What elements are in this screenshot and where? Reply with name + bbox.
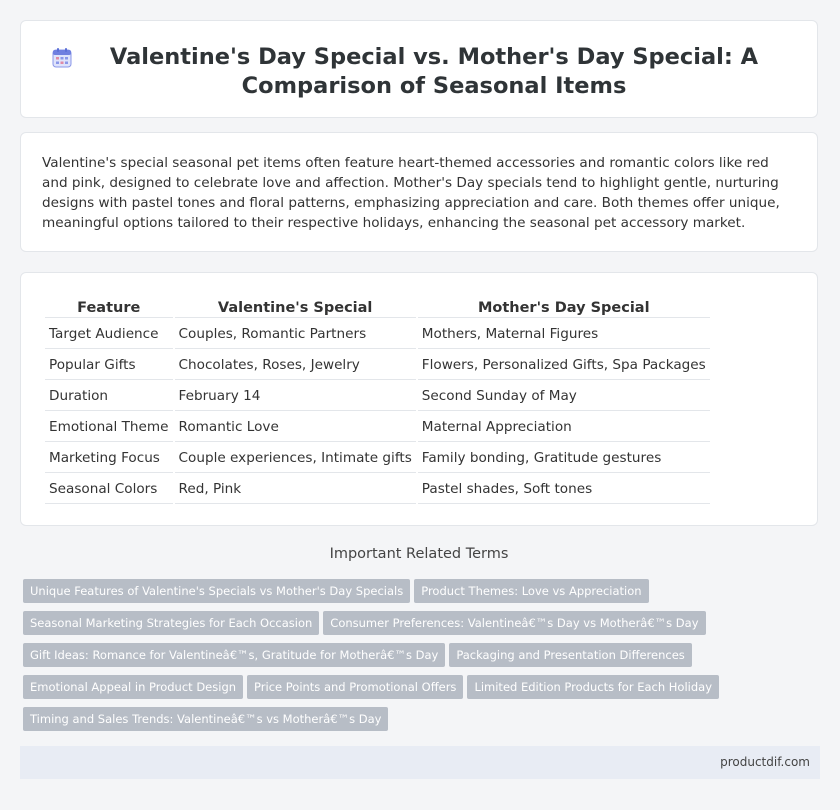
- table-cell: Duration: [45, 382, 173, 411]
- table-cell: Emotional Theme: [45, 413, 173, 442]
- table-header-row: [45, 297, 710, 318]
- tag-row: [23, 707, 803, 739]
- related-term-tag[interactable]: Packaging and Presentation Differences: [449, 643, 691, 667]
- table-cell: Seasonal Colors: [45, 475, 173, 504]
- table-cell: February 14: [175, 382, 416, 411]
- table-cell: Second Sunday of May: [418, 382, 710, 411]
- related-term-tag[interactable]: Emotional Appeal in Product Design: [23, 675, 243, 699]
- related-term-tag[interactable]: Consumer Preferences: Valentineâ€™s Day vs Motherâ€™s Day: [323, 611, 705, 635]
- tag-row: [23, 643, 803, 675]
- related-term-tag[interactable]: Price Points and Promotional Offers: [247, 675, 463, 699]
- table-cell: Red, Pink: [175, 475, 416, 504]
- table-cell: Chocolates, Roses, Jewelry: [175, 351, 416, 380]
- table-cell: Flowers, Personalized Gifts, Spa Packages: [418, 351, 710, 380]
- table-cell: Mothers, Maternal Figures: [418, 320, 710, 349]
- table-cell: Romantic Love: [175, 413, 416, 442]
- table-cell: Popular Gifts: [45, 351, 173, 380]
- related-term-tag[interactable]: Limited Edition Products for Each Holiday: [467, 675, 719, 699]
- footer-site-link[interactable]: productdif.com: [720, 755, 810, 769]
- column-header-valentines: Valentine's Special: [175, 297, 416, 318]
- table-row: [45, 413, 710, 442]
- related-term-tag[interactable]: Timing and Sales Trends: Valentineâ€™s vs Motherâ€™s Day: [23, 707, 388, 731]
- page-title: Valentine's Day Special vs. Mother's Day Special: A Comparison of Seasonal Items: [109, 44, 759, 99]
- comparison-table: [43, 295, 712, 506]
- related-terms-list: [23, 579, 803, 739]
- column-header-feature: Feature: [45, 297, 173, 318]
- comparison-card: [20, 272, 818, 526]
- table-row: [45, 382, 710, 411]
- related-term-tag[interactable]: Gift Ideas: Romance for Valentineâ€™s, Gratitude for Motherâ€™s Day: [23, 643, 445, 667]
- related-term-tag[interactable]: Unique Features of Valentine's Specials vs Mother's Day Specials: [23, 579, 410, 603]
- table-row: [45, 444, 710, 473]
- column-header-mothers-day: Mother's Day Special: [418, 297, 710, 318]
- table-cell: Couple experiences, Intimate gifts: [175, 444, 416, 473]
- tag-row: [23, 611, 803, 643]
- tag-row: [23, 579, 803, 611]
- table-cell: Family bonding, Gratitude gestures: [418, 444, 710, 473]
- table-cell: Maternal Appreciation: [418, 413, 710, 442]
- title-card: [20, 20, 818, 118]
- table-row: [45, 320, 710, 349]
- table-cell: Couples, Romantic Partners: [175, 320, 416, 349]
- footer: [20, 746, 820, 779]
- related-term-tag[interactable]: Product Themes: Love vs Appreciation: [414, 579, 648, 603]
- intro-paragraph: Valentine's special seasonal pet items often feature heart-themed accessories and romantic colors like red and pink, designed to celebrate love and affection. Mother's Day specials tend to highlight gentle, nurturing designs with pastel tones and floral patterns, emphasizing appreciation and care. Both themes offer unique, meaningful options tailored to their respective holidays, enhancing the seasonal pet accessory market.: [42, 155, 780, 231]
- intro-card: [20, 132, 818, 252]
- related-term-tag[interactable]: Seasonal Marketing Strategies for Each Occasion: [23, 611, 319, 635]
- table-row: [45, 475, 710, 504]
- table-cell: Pastel shades, Soft tones: [418, 475, 710, 504]
- table-cell: Marketing Focus: [45, 444, 173, 473]
- tag-row: [23, 675, 803, 707]
- related-terms-heading: Important Related Terms: [329, 546, 509, 562]
- table-row: [45, 351, 710, 380]
- table-cell: Target Audience: [45, 320, 173, 349]
